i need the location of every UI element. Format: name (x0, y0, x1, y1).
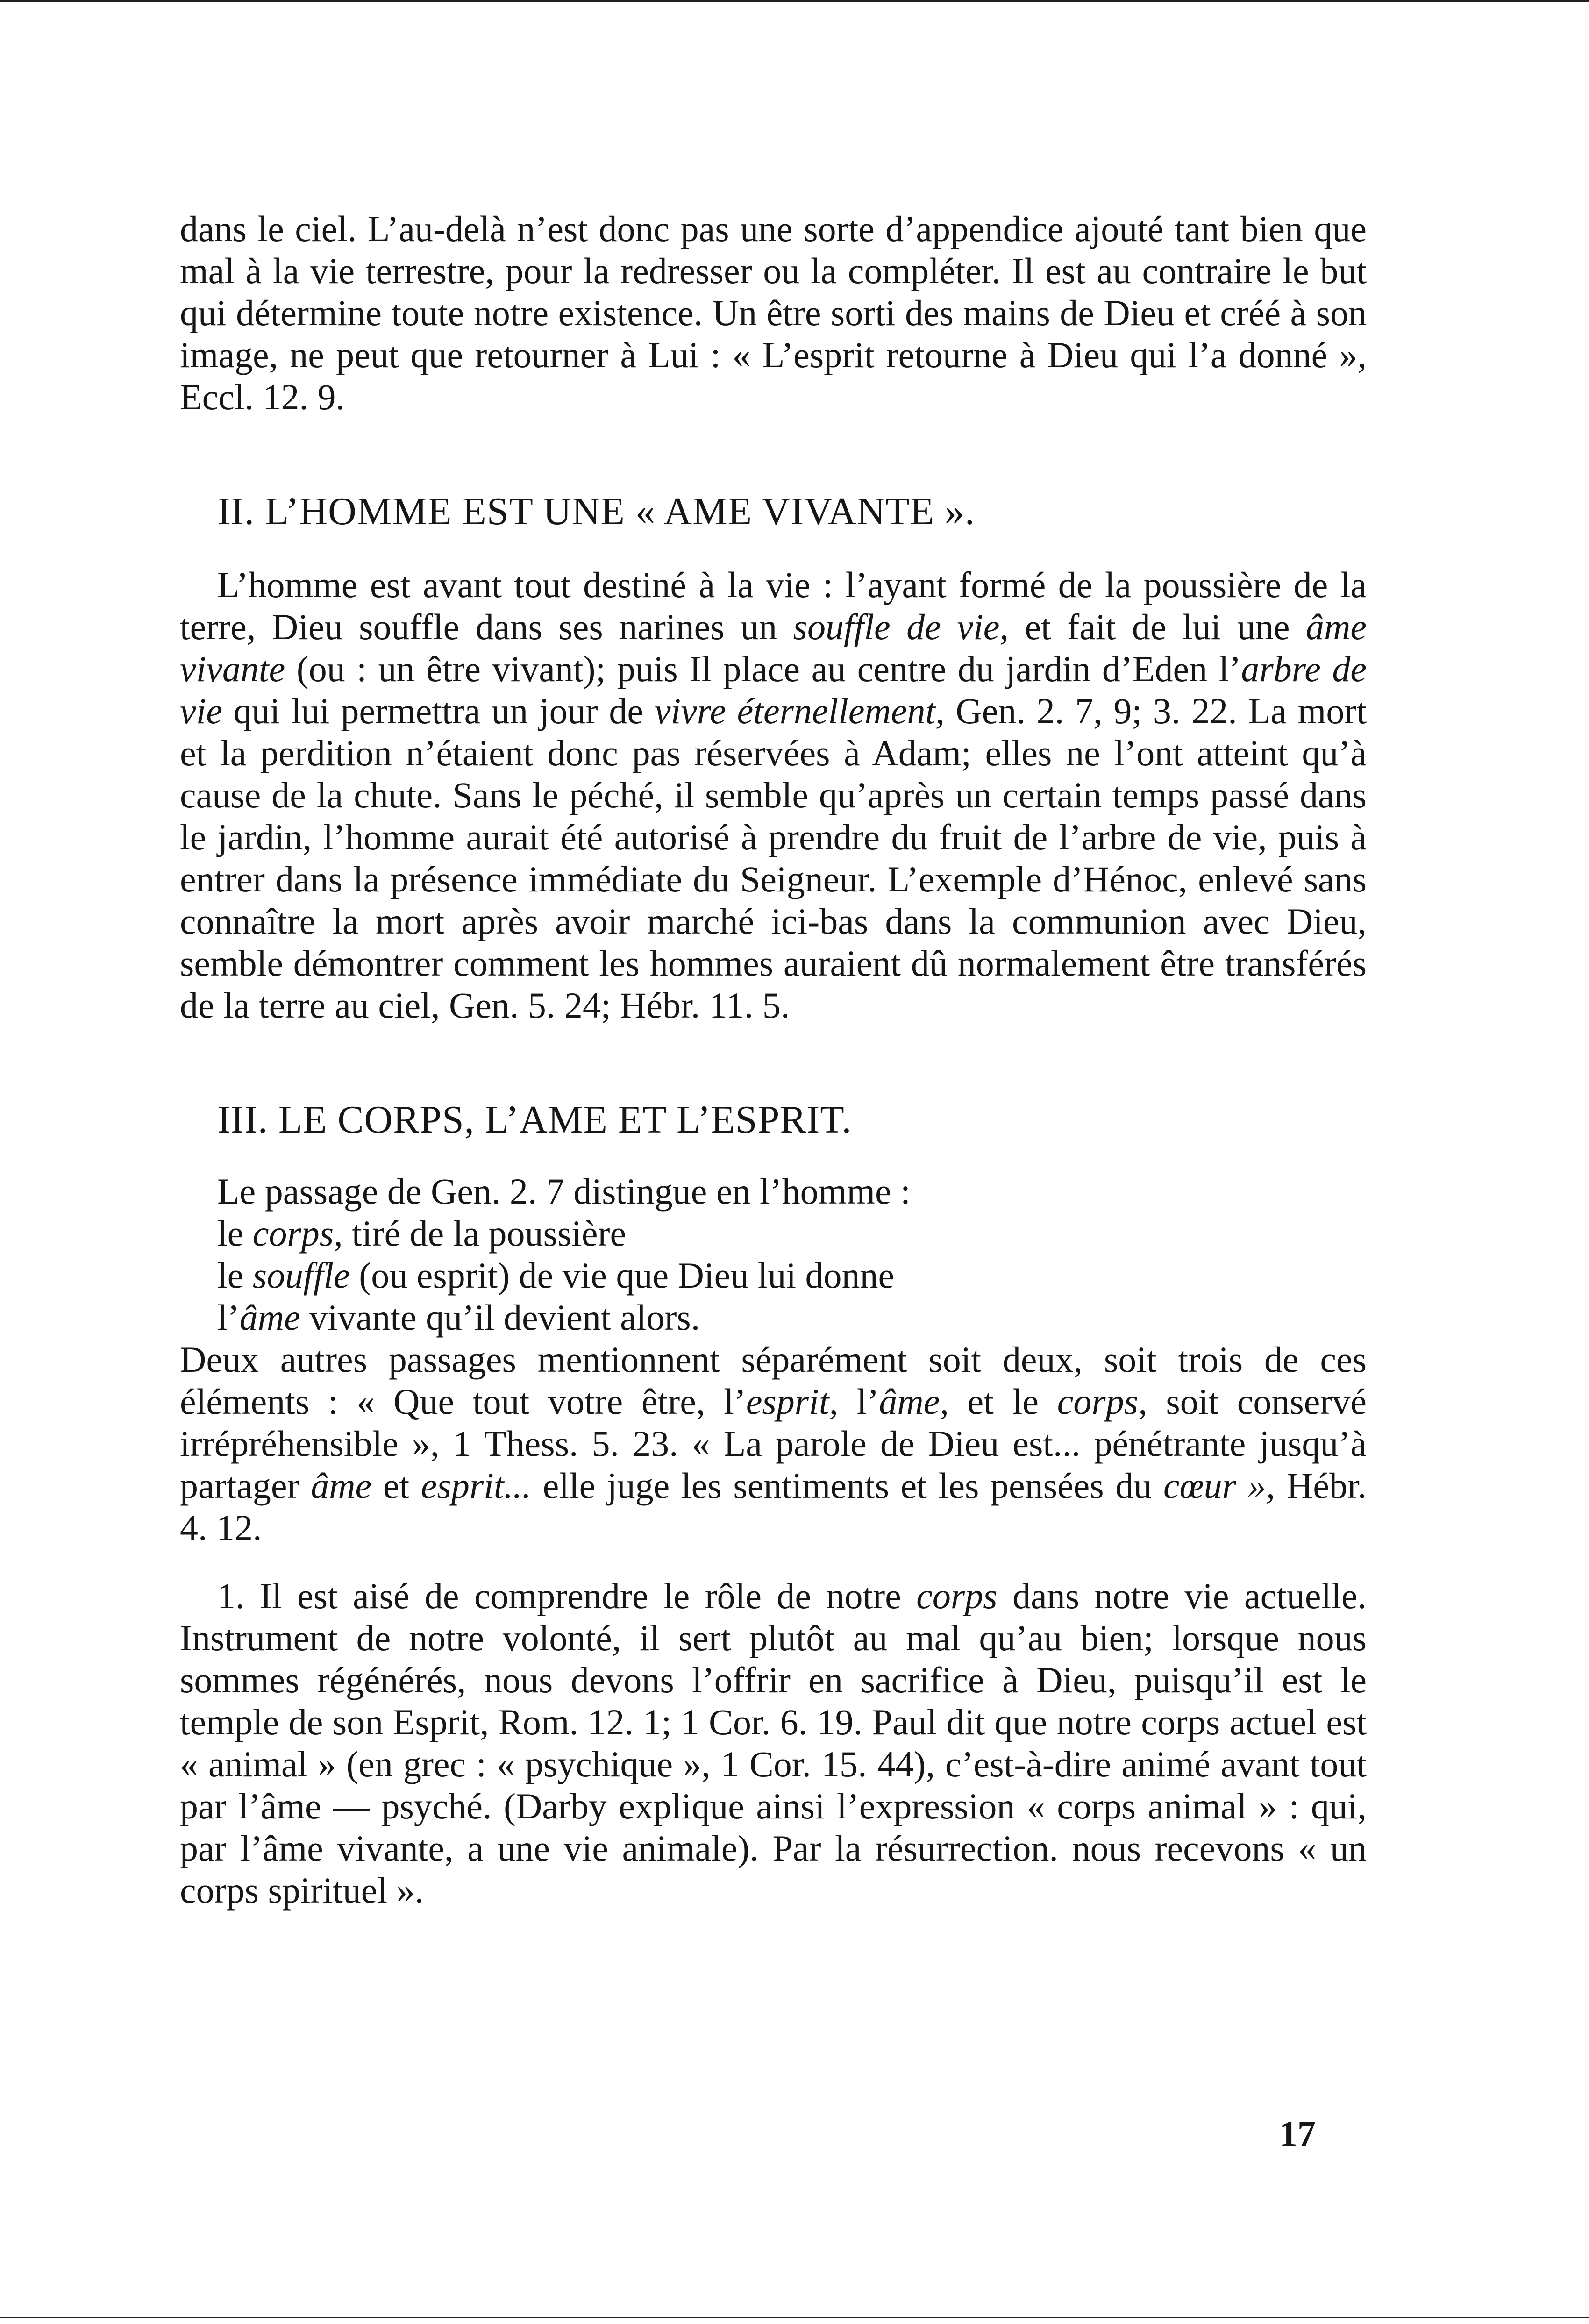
list-line-ame: l’âme vivante qu’il devient alors. (217, 1297, 700, 1338)
page-number: 17 (1279, 2113, 1316, 2154)
top-border-line (0, 0, 1589, 2)
paragraph-corps: 1. Il est aisé de comprendre le rôle de notre corps dans notre vie actuelle. Instrument de notre volonté, il sert plutôt au mal qu’au bien; lorsque nous sommes régénérés, nous devons l’offrir en sacrifice à Dieu, puisqu’il est le temple de son Esprit, Rom. 12. 1; 1 Cor. 6. 19. Paul dit que notre corps actuel est « animal » (en grec : « psychique », 1 Cor. 15. 44), c’est-à-dire animé avant tout par l’âme — psyché. (Darby explique ainsi l’expression « corps animal » : qui, par l’âme vivante, a une vie animale). Par la résurrection. nous recevons « un corps spirituel ». (180, 1575, 1367, 1911)
paragraph-ame-vivante: L’homme est avant tout destiné à la vie : l’ayant formé de la poussière de la terre, Dieu souffle dans ses narines un souffle de vie, et fait de lui une âme vivante (ou : un être vivant); puis Il place au centre du jardin d’Eden l’arbre de vie qui lui permettra un jour de vivre éternellement, Gen. 2. 7, 9; 3. 22. La mort et la perdition n’étaient donc pas réservées à Adam; elles ne l’ont atteint qu’à cause de la chute. Sans le péché, il semble qu’après un certain temps passé dans le jardin, l’homme aurait été autorisé à prendre du fruit de l’arbre de vie, puis à entrer dans la présence immédiate du Seigneur. L’exemple d’Hénoc, enlevé sans connaître la mort après avoir marché ici-bas dans la communion avec Dieu, semble démontrer comment les hommes auraient dû normalement être transférés de la terre au ciel, Gen. 5. 24; Hébr. 11. 5. (180, 564, 1367, 1026)
section-heading-2: II. L’HOMME EST UNE « AME VIVANTE ». (217, 490, 975, 533)
page-body (180, 208, 1367, 1911)
paragraph-deux-passages: Deux autres passages mentionnent séparément soit deux, soit trois de ces éléments : « Que tout votre être, l’esprit, l’âme, et le corps, soit conservé irrépréhensible », 1 Thess. 5. 23. « La parole de Dieu est... pénétrante jusqu’à partager âme et esprit... elle juge les sentiments et les pensées du cœur », Hébr. 4. 12. (180, 1339, 1367, 1548)
bottom-border-line (0, 2317, 1589, 2318)
section-heading-3: III. LE CORPS, L’AME ET L’ESPRIT. (217, 1098, 852, 1141)
gen-distinction-list (180, 1170, 1367, 1339)
list-line-intro: Le passage de Gen. 2. 7 distingue en l’homme : (217, 1171, 911, 1212)
paragraph-intro: dans le ciel. L’au-delà n’est donc pas une sorte d’appendice ajouté tant bien que mal à la vie terrestre, pour la redresser ou la compléter. Il est au contraire le but qui détermine toute notre existence. Un être sorti des mains de Dieu et créé à son image, ne peut que retourner à Lui : « L’esprit retourne à Dieu qui l’a donné », Eccl. 12. 9. (180, 208, 1367, 417)
list-line-souffle: le souffle (ou esprit) de vie que Dieu lui donne (217, 1255, 895, 1296)
list-line-corps: le corps, tiré de la poussière (217, 1213, 627, 1254)
